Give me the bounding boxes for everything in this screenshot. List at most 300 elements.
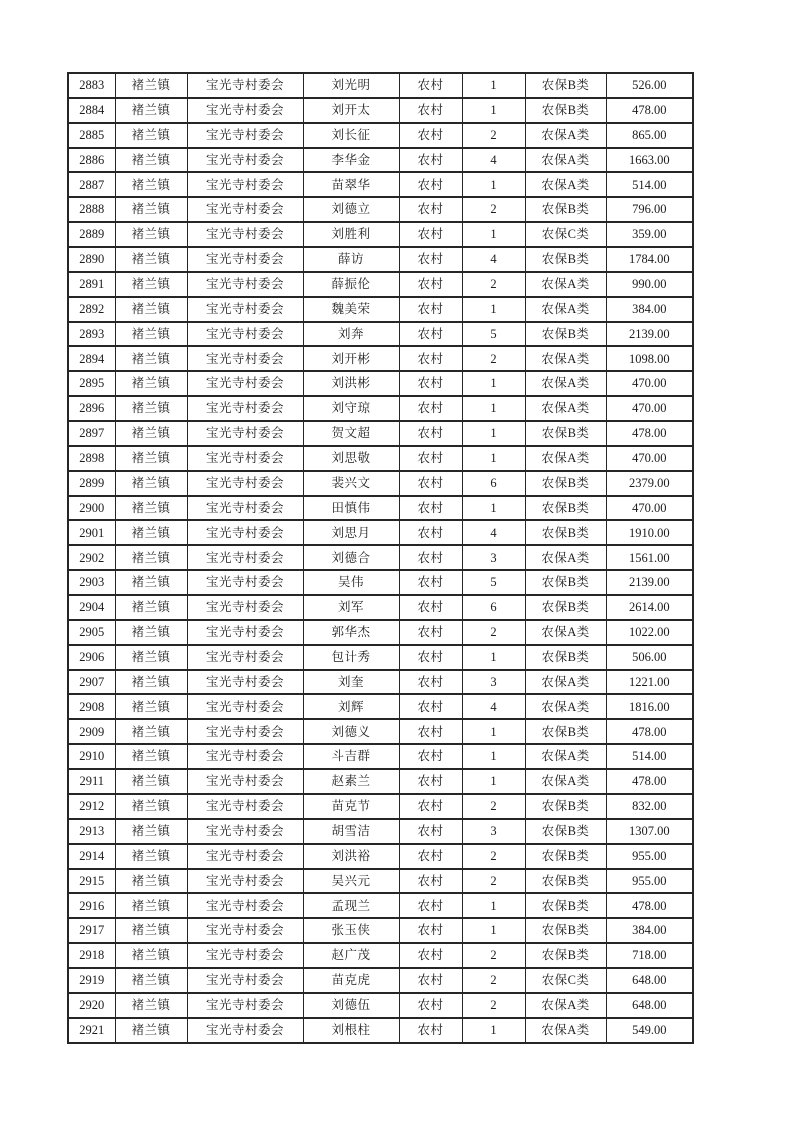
cell-count: 4 bbox=[462, 148, 525, 173]
cell-name: 刘军 bbox=[303, 595, 399, 620]
cell-residence: 农村 bbox=[399, 844, 462, 869]
cell-count: 3 bbox=[462, 819, 525, 844]
cell-town: 褚兰镇 bbox=[115, 1018, 187, 1043]
cell-amount: 1816.00 bbox=[606, 694, 693, 719]
table-row bbox=[68, 73, 693, 98]
cell-village: 宝光寺村委会 bbox=[187, 794, 303, 819]
table-row bbox=[68, 968, 693, 993]
cell-town: 褚兰镇 bbox=[115, 396, 187, 421]
cell-category: 农保B类 bbox=[525, 197, 606, 222]
cell-village: 宝光寺村委会 bbox=[187, 520, 303, 545]
cell-name: 李华金 bbox=[303, 148, 399, 173]
table-row bbox=[68, 98, 693, 123]
cell-amount: 832.00 bbox=[606, 794, 693, 819]
cell-amount: 470.00 bbox=[606, 371, 693, 396]
cell-amount: 2379.00 bbox=[606, 471, 693, 496]
cell-count: 1 bbox=[462, 893, 525, 918]
table-row bbox=[68, 272, 693, 297]
cell-serial: 2918 bbox=[68, 943, 115, 968]
cell-count: 1 bbox=[462, 744, 525, 769]
cell-count: 1 bbox=[462, 421, 525, 446]
cell-category: 农保B类 bbox=[525, 869, 606, 894]
cell-serial: 2919 bbox=[68, 968, 115, 993]
cell-amount: 865.00 bbox=[606, 123, 693, 148]
cell-village: 宝光寺村委会 bbox=[187, 471, 303, 496]
cell-town: 褚兰镇 bbox=[115, 869, 187, 894]
cell-category: 农保B类 bbox=[525, 943, 606, 968]
cell-town: 褚兰镇 bbox=[115, 123, 187, 148]
cell-name: 吴兴元 bbox=[303, 869, 399, 894]
cell-serial: 2920 bbox=[68, 993, 115, 1018]
cell-town: 褚兰镇 bbox=[115, 247, 187, 272]
cell-town: 褚兰镇 bbox=[115, 620, 187, 645]
cell-name: 刘开彬 bbox=[303, 346, 399, 371]
cell-town: 褚兰镇 bbox=[115, 645, 187, 670]
cell-name: 刘洪彬 bbox=[303, 371, 399, 396]
cell-category: 农保A类 bbox=[525, 744, 606, 769]
cell-town: 褚兰镇 bbox=[115, 794, 187, 819]
cell-category: 农保B类 bbox=[525, 719, 606, 744]
cell-category: 农保A类 bbox=[525, 297, 606, 322]
cell-residence: 农村 bbox=[399, 869, 462, 894]
cell-count: 2 bbox=[462, 794, 525, 819]
cell-name: 刘德立 bbox=[303, 197, 399, 222]
cell-village: 宝光寺村委会 bbox=[187, 421, 303, 446]
table-row bbox=[68, 446, 693, 471]
cell-name: 田慎伟 bbox=[303, 496, 399, 521]
cell-town: 褚兰镇 bbox=[115, 471, 187, 496]
cell-category: 农保B类 bbox=[525, 819, 606, 844]
cell-amount: 1784.00 bbox=[606, 247, 693, 272]
table-row bbox=[68, 918, 693, 943]
cell-amount: 470.00 bbox=[606, 446, 693, 471]
cell-category: 农保C类 bbox=[525, 222, 606, 247]
cell-village: 宝光寺村委会 bbox=[187, 446, 303, 471]
cell-category: 农保B类 bbox=[525, 844, 606, 869]
cell-residence: 农村 bbox=[399, 769, 462, 794]
cell-count: 5 bbox=[462, 322, 525, 347]
cell-count: 2 bbox=[462, 123, 525, 148]
pension-roster-table bbox=[67, 72, 694, 1044]
cell-count: 2 bbox=[462, 197, 525, 222]
cell-town: 褚兰镇 bbox=[115, 272, 187, 297]
table-row bbox=[68, 471, 693, 496]
cell-amount: 955.00 bbox=[606, 869, 693, 894]
table-row bbox=[68, 893, 693, 918]
cell-town: 褚兰镇 bbox=[115, 322, 187, 347]
cell-amount: 1221.00 bbox=[606, 670, 693, 695]
cell-town: 褚兰镇 bbox=[115, 371, 187, 396]
cell-village: 宝光寺村委会 bbox=[187, 719, 303, 744]
cell-amount: 2139.00 bbox=[606, 570, 693, 595]
cell-amount: 506.00 bbox=[606, 645, 693, 670]
cell-amount: 549.00 bbox=[606, 1018, 693, 1043]
cell-count: 2 bbox=[462, 346, 525, 371]
cell-residence: 农村 bbox=[399, 719, 462, 744]
cell-serial: 2888 bbox=[68, 197, 115, 222]
table-body bbox=[68, 73, 693, 1043]
cell-serial: 2897 bbox=[68, 421, 115, 446]
cell-category: 农保B类 bbox=[525, 98, 606, 123]
cell-category: 农保A类 bbox=[525, 545, 606, 570]
cell-category: 农保A类 bbox=[525, 993, 606, 1018]
cell-amount: 1561.00 bbox=[606, 545, 693, 570]
cell-residence: 农村 bbox=[399, 247, 462, 272]
cell-count: 1 bbox=[462, 98, 525, 123]
cell-town: 褚兰镇 bbox=[115, 694, 187, 719]
table-row bbox=[68, 1018, 693, 1043]
cell-count: 1 bbox=[462, 918, 525, 943]
cell-name: 裴兴文 bbox=[303, 471, 399, 496]
table-row bbox=[68, 794, 693, 819]
cell-serial: 2909 bbox=[68, 719, 115, 744]
cell-village: 宝光寺村委会 bbox=[187, 918, 303, 943]
cell-town: 褚兰镇 bbox=[115, 172, 187, 197]
cell-serial: 2893 bbox=[68, 322, 115, 347]
cell-name: 刘奔 bbox=[303, 322, 399, 347]
cell-serial: 2905 bbox=[68, 620, 115, 645]
cell-residence: 农村 bbox=[399, 645, 462, 670]
table-row bbox=[68, 719, 693, 744]
cell-category: 农保A类 bbox=[525, 1018, 606, 1043]
table-row bbox=[68, 123, 693, 148]
table-row bbox=[68, 744, 693, 769]
cell-category: 农保A类 bbox=[525, 123, 606, 148]
cell-amount: 2139.00 bbox=[606, 322, 693, 347]
cell-name: 贺文超 bbox=[303, 421, 399, 446]
cell-serial: 2895 bbox=[68, 371, 115, 396]
cell-residence: 农村 bbox=[399, 297, 462, 322]
cell-town: 褚兰镇 bbox=[115, 595, 187, 620]
cell-village: 宝光寺村委会 bbox=[187, 396, 303, 421]
cell-category: 农保B类 bbox=[525, 595, 606, 620]
cell-village: 宝光寺村委会 bbox=[187, 73, 303, 98]
cell-amount: 514.00 bbox=[606, 744, 693, 769]
cell-village: 宝光寺村委会 bbox=[187, 943, 303, 968]
table-row bbox=[68, 943, 693, 968]
cell-town: 褚兰镇 bbox=[115, 148, 187, 173]
cell-town: 褚兰镇 bbox=[115, 222, 187, 247]
cell-serial: 2901 bbox=[68, 520, 115, 545]
table-row bbox=[68, 496, 693, 521]
table-row bbox=[68, 346, 693, 371]
cell-count: 6 bbox=[462, 471, 525, 496]
cell-serial: 2908 bbox=[68, 694, 115, 719]
cell-amount: 478.00 bbox=[606, 98, 693, 123]
cell-count: 2 bbox=[462, 968, 525, 993]
cell-town: 褚兰镇 bbox=[115, 446, 187, 471]
cell-residence: 农村 bbox=[399, 744, 462, 769]
cell-serial: 2889 bbox=[68, 222, 115, 247]
cell-name: 刘思敬 bbox=[303, 446, 399, 471]
cell-category: 农保B类 bbox=[525, 918, 606, 943]
table-row bbox=[68, 520, 693, 545]
cell-amount: 478.00 bbox=[606, 719, 693, 744]
cell-serial: 2921 bbox=[68, 1018, 115, 1043]
cell-residence: 农村 bbox=[399, 197, 462, 222]
cell-category: 农保C类 bbox=[525, 968, 606, 993]
cell-count: 6 bbox=[462, 595, 525, 620]
cell-town: 褚兰镇 bbox=[115, 520, 187, 545]
cell-count: 1 bbox=[462, 1018, 525, 1043]
cell-name: 孟现兰 bbox=[303, 893, 399, 918]
cell-village: 宝光寺村委会 bbox=[187, 645, 303, 670]
cell-village: 宝光寺村委会 bbox=[187, 769, 303, 794]
cell-town: 褚兰镇 bbox=[115, 197, 187, 222]
cell-amount: 648.00 bbox=[606, 968, 693, 993]
cell-village: 宝光寺村委会 bbox=[187, 1018, 303, 1043]
cell-residence: 农村 bbox=[399, 322, 462, 347]
cell-category: 农保B类 bbox=[525, 496, 606, 521]
cell-amount: 1098.00 bbox=[606, 346, 693, 371]
cell-count: 2 bbox=[462, 943, 525, 968]
cell-name: 赵广茂 bbox=[303, 943, 399, 968]
cell-residence: 农村 bbox=[399, 148, 462, 173]
cell-town: 褚兰镇 bbox=[115, 670, 187, 695]
cell-name: 郭华杰 bbox=[303, 620, 399, 645]
cell-count: 2 bbox=[462, 844, 525, 869]
cell-count: 2 bbox=[462, 869, 525, 894]
table-row bbox=[68, 819, 693, 844]
cell-name: 刘根柱 bbox=[303, 1018, 399, 1043]
cell-amount: 384.00 bbox=[606, 918, 693, 943]
cell-residence: 农村 bbox=[399, 371, 462, 396]
cell-name: 刘思月 bbox=[303, 520, 399, 545]
cell-name: 苗克节 bbox=[303, 794, 399, 819]
cell-town: 褚兰镇 bbox=[115, 545, 187, 570]
table-row bbox=[68, 172, 693, 197]
cell-village: 宝光寺村委会 bbox=[187, 570, 303, 595]
table-row bbox=[68, 247, 693, 272]
cell-name: 刘奎 bbox=[303, 670, 399, 695]
cell-residence: 农村 bbox=[399, 446, 462, 471]
cell-residence: 农村 bbox=[399, 570, 462, 595]
cell-name: 薛访 bbox=[303, 247, 399, 272]
cell-serial: 2904 bbox=[68, 595, 115, 620]
cell-village: 宝光寺村委会 bbox=[187, 670, 303, 695]
cell-category: 农保B类 bbox=[525, 893, 606, 918]
cell-town: 褚兰镇 bbox=[115, 943, 187, 968]
cell-count: 1 bbox=[462, 73, 525, 98]
table-row bbox=[68, 844, 693, 869]
cell-name: 刘光明 bbox=[303, 73, 399, 98]
cell-village: 宝光寺村委会 bbox=[187, 744, 303, 769]
cell-serial: 2890 bbox=[68, 247, 115, 272]
cell-amount: 470.00 bbox=[606, 396, 693, 421]
table-row bbox=[68, 297, 693, 322]
table-row bbox=[68, 222, 693, 247]
cell-serial: 2911 bbox=[68, 769, 115, 794]
cell-name: 魏美荣 bbox=[303, 297, 399, 322]
cell-village: 宝光寺村委会 bbox=[187, 694, 303, 719]
cell-count: 1 bbox=[462, 446, 525, 471]
cell-amount: 478.00 bbox=[606, 421, 693, 446]
cell-category: 农保B类 bbox=[525, 471, 606, 496]
cell-town: 褚兰镇 bbox=[115, 819, 187, 844]
cell-serial: 2900 bbox=[68, 496, 115, 521]
cell-serial: 2892 bbox=[68, 297, 115, 322]
cell-serial: 2910 bbox=[68, 744, 115, 769]
cell-category: 农保A类 bbox=[525, 446, 606, 471]
cell-village: 宝光寺村委会 bbox=[187, 148, 303, 173]
cell-count: 2 bbox=[462, 272, 525, 297]
cell-name: 刘辉 bbox=[303, 694, 399, 719]
cell-town: 褚兰镇 bbox=[115, 346, 187, 371]
cell-serial: 2896 bbox=[68, 396, 115, 421]
cell-count: 1 bbox=[462, 297, 525, 322]
cell-residence: 农村 bbox=[399, 98, 462, 123]
cell-residence: 农村 bbox=[399, 694, 462, 719]
cell-category: 农保A类 bbox=[525, 694, 606, 719]
cell-residence: 农村 bbox=[399, 73, 462, 98]
cell-category: 农保B类 bbox=[525, 520, 606, 545]
cell-amount: 648.00 bbox=[606, 993, 693, 1018]
cell-residence: 农村 bbox=[399, 968, 462, 993]
cell-town: 褚兰镇 bbox=[115, 570, 187, 595]
cell-category: 农保A类 bbox=[525, 371, 606, 396]
cell-village: 宝光寺村委会 bbox=[187, 371, 303, 396]
cell-amount: 2614.00 bbox=[606, 595, 693, 620]
cell-amount: 478.00 bbox=[606, 893, 693, 918]
cell-residence: 农村 bbox=[399, 819, 462, 844]
cell-town: 褚兰镇 bbox=[115, 421, 187, 446]
cell-category: 农保B类 bbox=[525, 322, 606, 347]
cell-count: 5 bbox=[462, 570, 525, 595]
cell-category: 农保B类 bbox=[525, 421, 606, 446]
cell-count: 1 bbox=[462, 496, 525, 521]
cell-category: 农保A类 bbox=[525, 272, 606, 297]
cell-village: 宝光寺村委会 bbox=[187, 595, 303, 620]
cell-name: 张玉侠 bbox=[303, 918, 399, 943]
cell-name: 刘德伍 bbox=[303, 993, 399, 1018]
cell-serial: 2884 bbox=[68, 98, 115, 123]
cell-amount: 526.00 bbox=[606, 73, 693, 98]
cell-serial: 2903 bbox=[68, 570, 115, 595]
cell-amount: 718.00 bbox=[606, 943, 693, 968]
cell-town: 褚兰镇 bbox=[115, 769, 187, 794]
cell-amount: 359.00 bbox=[606, 222, 693, 247]
cell-count: 1 bbox=[462, 222, 525, 247]
cell-town: 褚兰镇 bbox=[115, 968, 187, 993]
cell-count: 2 bbox=[462, 993, 525, 1018]
cell-serial: 2902 bbox=[68, 545, 115, 570]
cell-town: 褚兰镇 bbox=[115, 98, 187, 123]
cell-name: 刘德义 bbox=[303, 719, 399, 744]
cell-residence: 农村 bbox=[399, 346, 462, 371]
cell-serial: 2906 bbox=[68, 645, 115, 670]
cell-amount: 1307.00 bbox=[606, 819, 693, 844]
cell-amount: 1022.00 bbox=[606, 620, 693, 645]
table-row bbox=[68, 197, 693, 222]
cell-name: 吴伟 bbox=[303, 570, 399, 595]
cell-amount: 478.00 bbox=[606, 769, 693, 794]
cell-village: 宝光寺村委会 bbox=[187, 819, 303, 844]
cell-serial: 2914 bbox=[68, 844, 115, 869]
cell-residence: 农村 bbox=[399, 943, 462, 968]
cell-village: 宝光寺村委会 bbox=[187, 968, 303, 993]
cell-residence: 农村 bbox=[399, 1018, 462, 1043]
cell-amount: 1663.00 bbox=[606, 148, 693, 173]
cell-serial: 2907 bbox=[68, 670, 115, 695]
table-row bbox=[68, 371, 693, 396]
cell-village: 宝光寺村委会 bbox=[187, 172, 303, 197]
cell-serial: 2885 bbox=[68, 123, 115, 148]
table-row bbox=[68, 570, 693, 595]
cell-serial: 2917 bbox=[68, 918, 115, 943]
table-row bbox=[68, 148, 693, 173]
cell-residence: 农村 bbox=[399, 595, 462, 620]
cell-serial: 2915 bbox=[68, 869, 115, 894]
cell-name: 苗翠华 bbox=[303, 172, 399, 197]
table-row bbox=[68, 769, 693, 794]
cell-name: 赵素兰 bbox=[303, 769, 399, 794]
cell-name: 刘开太 bbox=[303, 98, 399, 123]
cell-category: 农保A类 bbox=[525, 769, 606, 794]
cell-residence: 农村 bbox=[399, 272, 462, 297]
cell-village: 宝光寺村委会 bbox=[187, 346, 303, 371]
cell-amount: 514.00 bbox=[606, 172, 693, 197]
cell-residence: 农村 bbox=[399, 520, 462, 545]
table-row bbox=[68, 645, 693, 670]
table-row bbox=[68, 396, 693, 421]
cell-count: 3 bbox=[462, 545, 525, 570]
cell-count: 4 bbox=[462, 247, 525, 272]
cell-serial: 2894 bbox=[68, 346, 115, 371]
cell-residence: 农村 bbox=[399, 893, 462, 918]
cell-town: 褚兰镇 bbox=[115, 744, 187, 769]
cell-serial: 2898 bbox=[68, 446, 115, 471]
cell-residence: 农村 bbox=[399, 172, 462, 197]
cell-town: 褚兰镇 bbox=[115, 918, 187, 943]
cell-town: 褚兰镇 bbox=[115, 719, 187, 744]
cell-village: 宝光寺村委会 bbox=[187, 496, 303, 521]
cell-count: 1 bbox=[462, 645, 525, 670]
cell-town: 褚兰镇 bbox=[115, 73, 187, 98]
cell-village: 宝光寺村委会 bbox=[187, 247, 303, 272]
cell-town: 褚兰镇 bbox=[115, 844, 187, 869]
cell-residence: 农村 bbox=[399, 222, 462, 247]
cell-serial: 2912 bbox=[68, 794, 115, 819]
cell-residence: 农村 bbox=[399, 620, 462, 645]
cell-village: 宝光寺村委会 bbox=[187, 297, 303, 322]
cell-village: 宝光寺村委会 bbox=[187, 222, 303, 247]
cell-category: 农保A类 bbox=[525, 172, 606, 197]
cell-count: 4 bbox=[462, 520, 525, 545]
cell-serial: 2886 bbox=[68, 148, 115, 173]
cell-count: 1 bbox=[462, 172, 525, 197]
table-row bbox=[68, 869, 693, 894]
cell-name: 刘长征 bbox=[303, 123, 399, 148]
cell-name: 刘洪裕 bbox=[303, 844, 399, 869]
table-row bbox=[68, 421, 693, 446]
cell-village: 宝光寺村委会 bbox=[187, 869, 303, 894]
cell-name: 苗克虎 bbox=[303, 968, 399, 993]
cell-name: 斗吉群 bbox=[303, 744, 399, 769]
cell-residence: 农村 bbox=[399, 993, 462, 1018]
cell-village: 宝光寺村委会 bbox=[187, 123, 303, 148]
cell-residence: 农村 bbox=[399, 123, 462, 148]
cell-name: 刘守琼 bbox=[303, 396, 399, 421]
cell-village: 宝光寺村委会 bbox=[187, 272, 303, 297]
cell-village: 宝光寺村委会 bbox=[187, 844, 303, 869]
table-row bbox=[68, 595, 693, 620]
cell-name: 刘胜利 bbox=[303, 222, 399, 247]
cell-residence: 农村 bbox=[399, 794, 462, 819]
cell-name: 胡雪洁 bbox=[303, 819, 399, 844]
cell-category: 农保B类 bbox=[525, 247, 606, 272]
cell-serial: 2891 bbox=[68, 272, 115, 297]
cell-town: 褚兰镇 bbox=[115, 297, 187, 322]
